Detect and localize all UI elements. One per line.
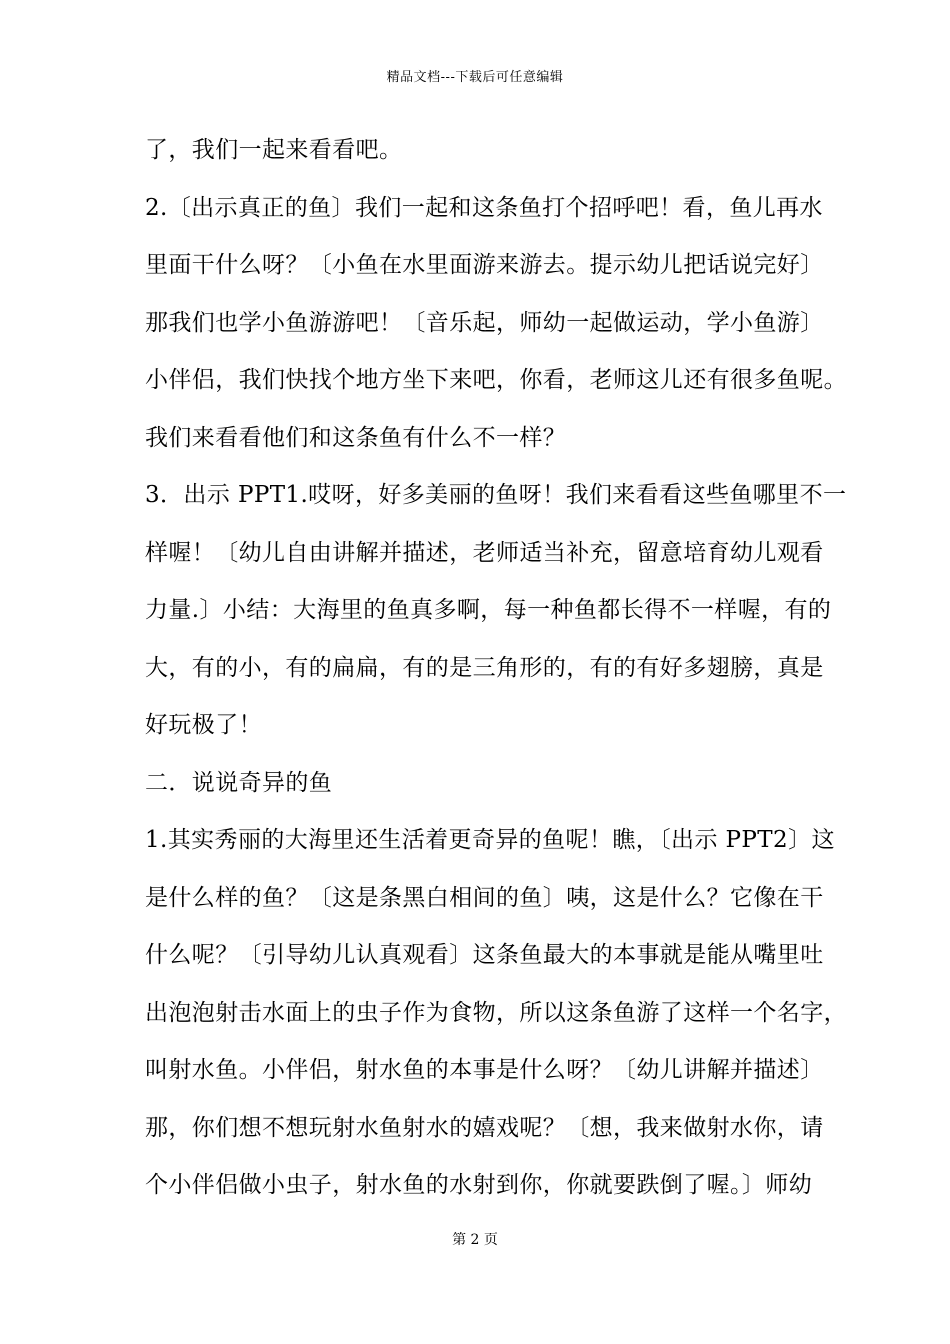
text-line: 小伴侣，我们快找个地方坐下来吧，你看，老师这儿还有很多鱼呢。 [145,367,847,393]
text-line: 3．出示 PPT1.哎呀，好多美丽的鱼呀！我们来看看这些鱼哪里不一 [145,482,847,508]
text-line: 个小伴侣做小虫子，射水鱼的水射到你，你就要跌倒了喔。〕师幼 [145,1172,813,1198]
text-line: 出泡泡射击水面上的虫子作为食物，所以这条鱼游了这样一个名字， [145,999,847,1026]
document-body [145,128,845,1221]
text-line: 样喔！〔幼儿自由讲解并描述，老师适当补充，留意培育幼儿观看 [145,539,824,566]
text-line: 那我们也学小鱼游游吧！〔音乐起，师幼一起做运动，学小鱼游〕 [145,309,824,336]
text-line: 什么呢？〔引导幼儿认真观看〕这条鱼最大的本事就是能从嘴里吐 [145,942,824,968]
text-line: 是什么样的鱼？〔这是条黑白相间的鱼〕咦，这是什么？它像在干 [145,884,824,911]
text-line: 叫射水鱼。小伴侣，射水鱼的本事是什么呀？〔幼儿讲解并描述〕 [145,1057,824,1083]
text-line: 那，你们想不想玩射水鱼射水的嬉戏呢？〔想，我来做射水你，请 [145,1114,824,1141]
section-heading: 二．说说奇异的鱼 [145,769,333,796]
text-line: 好玩极了！ [145,712,262,738]
text-line: 2.〔出示真正的鱼〕我们一起和这条鱼打个招呼吧！看，鱼儿再水 [145,194,823,221]
page-header: 精品文档---下载后可任意编辑 [386,70,564,85]
text-line: 里面干什么呀？〔小鱼在水里面游来游去。提示幼儿把话说完好〕 [145,252,824,278]
page-number: 第 2 页 [452,1232,498,1248]
text-line: 1.其实秀丽的大海里还生活着更奇异的鱼呢！瞧，〔出示 PPT2〕这 [145,827,835,853]
text-line: 力量.〕小结：大海里的鱼真多啊，每一种鱼都长得不一样喔，有的 [145,597,832,623]
text-line: 我们来看看他们和这条鱼有什么不一样？ [145,424,567,451]
text-line: 大，有的小，有的扁扁，有的是三角形的，有的有好多翅膀，真是 [145,654,824,681]
text-line: 了，我们一起来看看吧。 [145,137,403,163]
